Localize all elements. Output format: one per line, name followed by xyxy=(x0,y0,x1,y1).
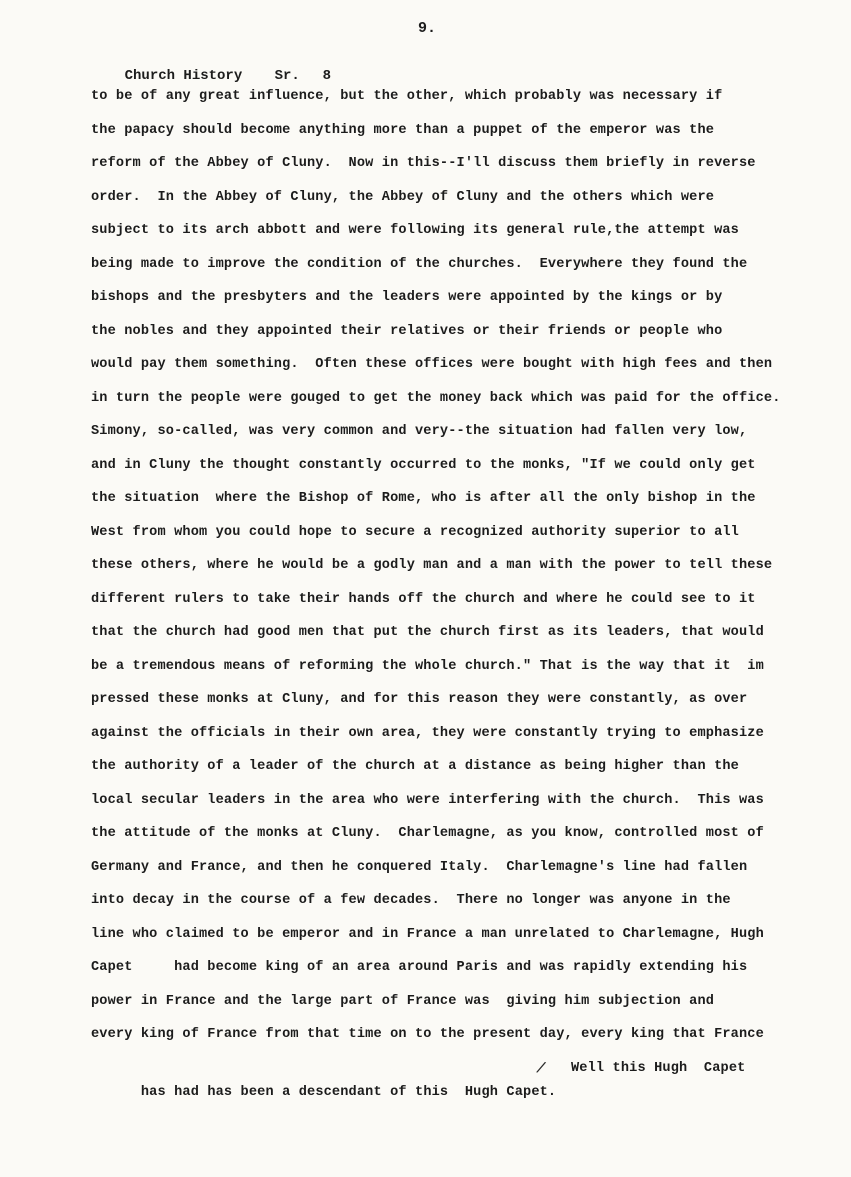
text-line: the attitude of the monks at Cluny. Charlemagne, as you know, controlled most of xyxy=(91,826,764,841)
text-line: different rulers to take their hands off the church and where he could see to it xyxy=(91,591,756,607)
text-line: bishops and the presbyters and the leaders were appointed by the kings or by xyxy=(91,290,723,305)
text-line: power in France and the large part of France was giving him subjection and xyxy=(91,993,715,1009)
text-line-final xyxy=(91,1057,811,1100)
series-label: Sr. xyxy=(274,68,300,84)
text-line: the authority of a leader of the church at a distance as being higher than the xyxy=(91,759,739,774)
text-line: subject to its arch abbott and were following its general rule,the attempt was xyxy=(91,223,739,238)
text-line: that the church had good men that put the church first as its leaders, that would xyxy=(91,625,764,640)
text-line: into decay in the course of a few decades. There no longer was anyone in the xyxy=(91,893,731,908)
text-line: Capet had become king of an area around Paris and was rapidly extending his xyxy=(91,960,748,975)
text-line: to be of any great influence, but the other, which probably was necessary if xyxy=(91,89,723,104)
text-line: the papacy should become anything more than a puppet of the emperor was the xyxy=(91,122,715,138)
course-title: Church History xyxy=(124,68,243,84)
text-line: reform of the Abbey of Cluny. Now in this--I'll discuss them briefly in reverse xyxy=(91,156,756,171)
text-line: being made to improve the condition of the churches. Everywhere they found the xyxy=(91,256,748,272)
text-line: be a tremendous means of reforming the whole church." That is the way that it im xyxy=(91,658,764,674)
body-text xyxy=(91,85,811,1100)
series-number: 8 xyxy=(322,68,332,84)
text-line: local secular leaders in the area who were interfering with the church. This was xyxy=(91,792,764,808)
text-line: every king of France from that time on to the present day, every king that France xyxy=(91,1027,764,1042)
text-line: Germany and France, and then he conquered Italy. Charlemagne's line had fallen xyxy=(91,859,748,875)
text-line-continuation: Well this Hugh Capet xyxy=(571,1060,746,1076)
page-number: 9. xyxy=(418,20,437,37)
handwritten-slash-mark: / xyxy=(534,1058,548,1079)
text-line: West from whom you could hope to secure a recognized authority superior to all xyxy=(91,524,739,540)
text-line: order. In the Abbey of Cluny, the Abbey of Cluny and the others which were xyxy=(91,189,715,205)
text-line: pressed these monks at Cluny, and for this reason they were constantly, as over xyxy=(91,692,748,707)
text-line: these others, where he would be a godly man and a man with the power to tell these xyxy=(91,558,773,573)
text-line: Simony, so-called, was very common and very--the situation had fallen very low, xyxy=(91,424,748,439)
text-line: in turn the people were gouged to get the money back which was paid for the office. xyxy=(91,390,781,406)
text-line: would pay them something. Often these offices were bought with high fees and then xyxy=(91,357,773,372)
text-line: the nobles and they appointed their relatives or their friends or people who xyxy=(91,323,723,339)
text-line: the situation where the Bishop of Rome, who is after all the only bishop in the xyxy=(91,491,756,506)
text-line: line who claimed to be emperor and in France a man unrelated to Charlemagne, Hugh xyxy=(91,926,764,942)
text-line: against the officials in their own area, they were constantly trying to emphasize xyxy=(91,725,764,741)
text-line: and in Cluny the thought constantly occurred to the monks, "If we could only get xyxy=(91,457,756,473)
text-line-part: has had has been a descendant of this Hugh Capet. xyxy=(140,1084,557,1100)
